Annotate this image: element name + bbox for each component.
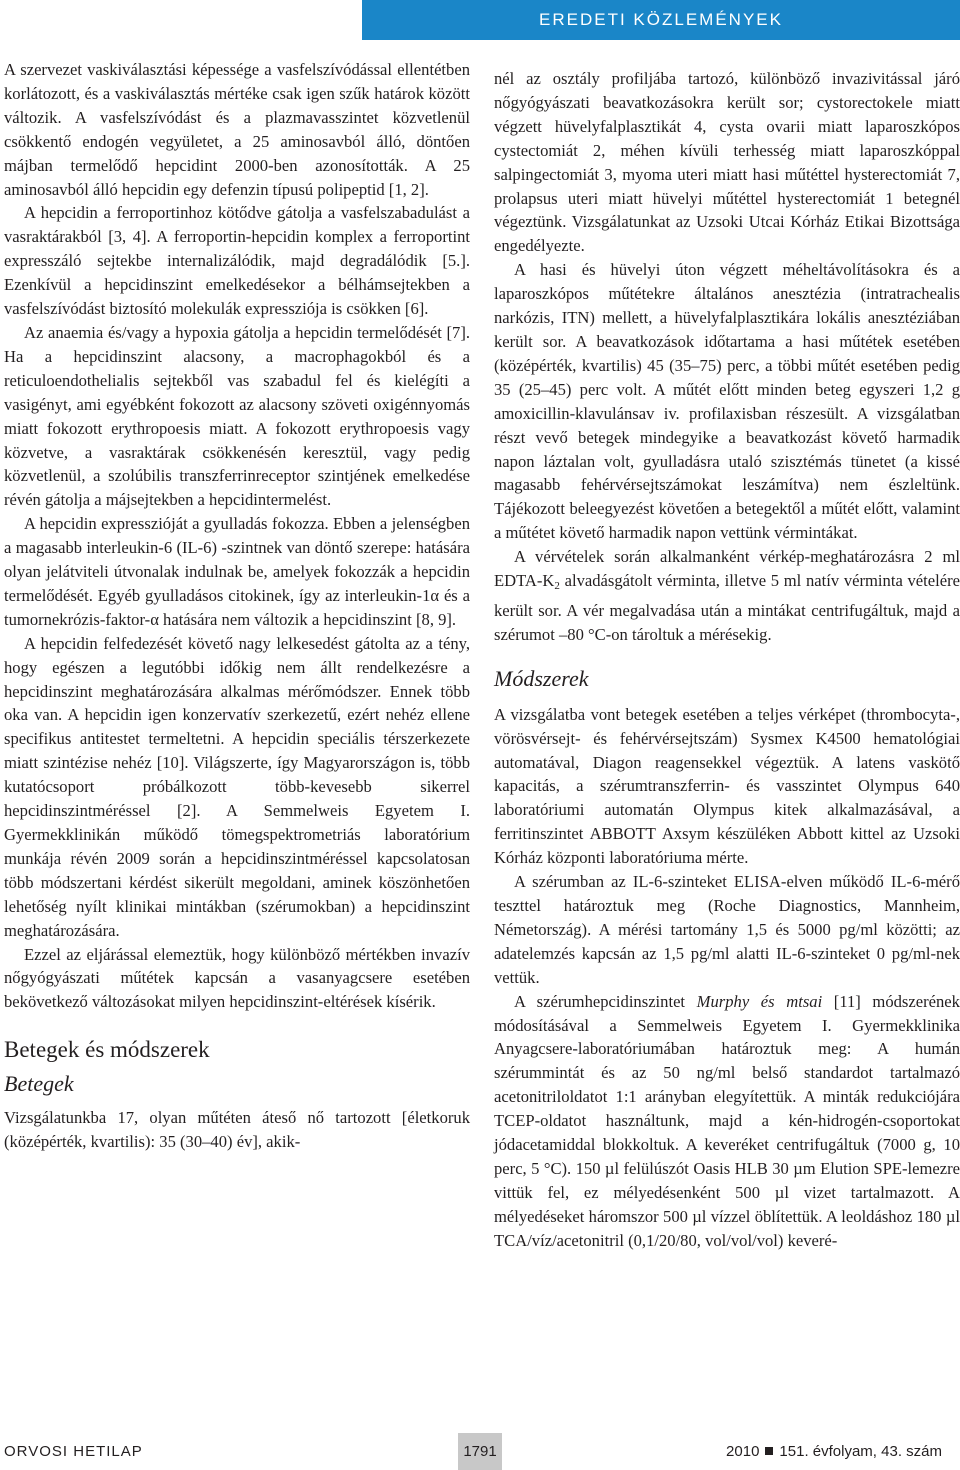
left-column: [4, 58, 470, 1154]
page-number: 1791: [463, 1443, 497, 1460]
square-separator-icon: [765, 1447, 773, 1455]
paragraph: A vizsgálatba vont betegek esetében a teljes vérképet (thrombocyta-, vörösvérsejt- és fehérvérsejtszám) Sysmex K4500 hematológiai automatával, Diagon reagensekkel végeztük. A latens vaskötő kapacitás, a szérumtranszferrin- és vasszintet Olympus 640 laboratóriumi automatán Olympus kitek alkalmazásával, a ferritinszintet ABBOTT Axsym készüléken Abbott kittel az Uzsoki Kórház központi laboratóriuma mérte.: [494, 704, 960, 868]
paragraph: Ezzel az eljárással elemeztük, hogy különböző mértékben invazív nőgyógyászati műtétek kapcsán a vasanyagcsere esetében bekövetkező változásokat milyen hepcidinszint-eltérések kísérik.: [4, 944, 470, 1012]
paragraph: A szervezet vaskiválasztási képessége a vasfelszívódással ellentétben korlátozott, és a vaskiválasztás mértéke csak igen szűk határok között változik. A vasfelszívódást és a plazmavasszintet közvetlenül csökkentő endogén vegyületet, a 25 aminosavból álló, döntően májban termelődő hepcidint 2000-ben azonosították. A 25 aminosavból álló hepcidin egy defenzin típusú polipeptid [1, 2].: [4, 60, 470, 199]
paragraph: A hepcidin a ferroportinhoz kötődve gátolja a vasfelszabadulást a vasraktárakból [3, 4]. A ferroportin-hepcidin komplex a ferroportint expresszáló sejtekbe internalizálódik, majd degradálódik [5.]. Ezenkívül a hepcidinszint emelkedésekor a bélhámsejtekben a vasfelszívódást biztosító molekulák expressziója is csökken [6].: [4, 203, 470, 319]
subscript: 2: [554, 580, 560, 593]
issue-info: [726, 1443, 942, 1460]
paragraph: [494, 545, 960, 647]
paragraph: A hepcidin expresszióját a gyulladás fokozza. Ebben a jelenségben a magasabb interleukin-6 (IL-6) -szintnek van döntő szerepe: hatására olyan jelátviteli útvonalak indulnak be, amelyek fokozzák a hepcidin termelődését. Egyéb gyulladásos citokinek, így az interleukin-1α és a tumornekrózis-faktor-α hatására nem változik a hepcidinszint [8, 9].: [4, 514, 470, 629]
paragraph: nél az osztály profiljába tartozó, különböző invazivitással járó nőgyógyászati beavatkozásokra került sor; cystorectokele miatt végzett hüvelyfalplasztikát 4, cysta ovarii miatt laparoszkópos cystectomiát 2, méhen kívüli terhesség miatt laparoszkóppal salpingectomiát 3, myoma uteri miatt hasi műtéttel hysterectomiát 7, prolapsus uteri miatt hüvelyi műtéttel hysterectomiát 1 betegnél végeztünk. Vizsgálatunkat az Uzsoki Utcai Kórház Etikai Bizottsága engedélyezte.: [494, 69, 960, 256]
text-run: A szérumhepcidinszintet: [514, 991, 697, 1011]
paragraph: Az anaemia és/vagy a hypoxia gátolja a hepcidin termelődését [7]. Ha a hepcidinszint alacsony, a macrophagokból és a reticuloendothelialis sejtekből vas szabadul fel és kielégíti a vasigényt, ami egyébként fokozott az alacsony szöveti oxigénnyomás miatt fokozott erythropoesis miatt. A fokozott erythropoesis vagy közvetve, a vasraktárak csökkenésén keresztül, vagy pedig közvetlenül, a szolúbilis transzferrinreceptor szintjének emelkedése révén gátolja a májsejtekben a hepcidintermelést.: [4, 322, 470, 510]
year: 2010: [726, 1443, 760, 1460]
paragraph: [494, 990, 960, 1253]
section-heading: Betegek és módszerek: [4, 1037, 210, 1063]
subsection-heading: Módszerek: [494, 665, 589, 691]
author-citation: Murphy és mtsai: [696, 991, 823, 1011]
journal-name: ORVOSI HETILAP: [4, 1443, 143, 1460]
paragraph: A hasi és hüvelyi úton végzett méheltávolításokra és a laparoszkópos műtétekre általános anesztézia (intratrachealis narkózis, ITN) mellett, a hüvelyfalplasztikára lokális anesztéziában került sor. A beavatkozások időtartama a hasi műtétek esetében (középérték, kvartilis) 45 (35–75) perc, a többi műtét esetében pedig 35 (25–45) perc volt. A műtét előtt minden beteg egyszeri 1,2 g amoxicillin-klavulánsav iv. profilaxisban részesült. A vizsgálatban részt vevő betegek mindegyike a beavatkozást követő harmadik napon láztalan volt, gyulladásra utaló szisztémás tünetet (a kissé magasabb fehérvérsejtszámokat leszámítva) nem észleltünk. Tájékozott beleegyezést követően a betegektől a műtét előtt, valamint a műtétet követő harmadik napon vettünk vérmintákat.: [494, 260, 960, 543]
paragraph: A hepcidin felfedezését követő nagy lelkesedést gátolta az a tény, hogy egészen a legutóbbi időkig nem állt rendelkezésre a hepcidinszint meghatározására alkalmas mérőmódszer. Ennek több oka van. A hepcidin igen konzervatív szerkezetű, ezért nehéz ellene specifikus antitestet termeltetni. A hepcidin speciális térszerkezete miatt szintézise nehéz [10]. Világszerte, így Magyarországon is, több kutatócsoport próbálkozott több-kevesebb sikerrel hepcidinszintméréssel [2]. A Semmelweis Egyetem I. Gyermekklinikán működő tömegspektrometriás laboratórium munkája révén 2009 során a hepcidinszintméréssel kapcsolatosan több módszertani kérdést sikerült megoldani, aminek köszönhetően lehetőség nyílt klinikai mintákban (szérumokban) a hepcidinszint meghatározására.: [4, 633, 470, 940]
text-run: alvadásgátolt vérminta, illetve 5 ml natív vérminta vételére került sor. A vér megalvadása után a mintákat centrifugáltuk, majd a szérumot –80 °C-on tároltuk a mérésekig.: [494, 571, 960, 644]
text-run: [11] módszerének módosításával a Semmelweis Egyetem I. Gyermekklinika Anyagcsere-laboratóriumában határoztuk meg: A humán szérummintát és az 50 ng/ml belső standardot tartalmazó acetonitriloldatot 1:1 arányban elegyítettük. A minták redukciójára TCEP-oldatot használtunk, majd a kén-hidrogén-csoportokat jódacetamiddal blokkoltuk. A keveréket centrifugáltuk (7000 g, 10 perc, 5 °C). 150 µl felülúszót Oasis HLB 30 µm Elution SPE-lemezre vittük fel, ez mélyedésenként 500 µl vizet tartalmazott. A mélyedéseket háromszor 500 µl vízzel öblítettük. A leoldáshoz 180 µl TCA/víz/acetonitril (0,1/20/80, vol/vol/vol) keveré-: [494, 991, 960, 1250]
volume: 151. évfolyam, 43. szám: [779, 1443, 942, 1460]
paragraph: A szérumban az IL-6-szinteket ELISA-elven működő IL-6-mérő teszttel határoztuk meg (Roche Diagnostics, Mannheim, Németország). A mérési tartomány 1,5 és 5000 pg/ml közötti; az adatelemzés kapcsán az 1,5 pg/ml alatti IL-6-szinteket 0 pg/ml-nek vettük.: [494, 872, 960, 987]
subsection-heading: Betegek: [4, 1071, 74, 1097]
footer: [0, 1433, 960, 1470]
right-column: [494, 67, 960, 1253]
section-label: EREDETI KÖZLEMÉNYEK: [539, 10, 783, 29]
text-run: A vérvételek során alkalmanként vérkép-meghatározásra 2 ml EDTA-K: [494, 547, 960, 591]
paragraph: Vizsgálatunkba 17, olyan műtéten áteső nő tartozott [életkoruk (középérték, kvartilis): 35 (30–40) év], akik-: [4, 1108, 470, 1152]
